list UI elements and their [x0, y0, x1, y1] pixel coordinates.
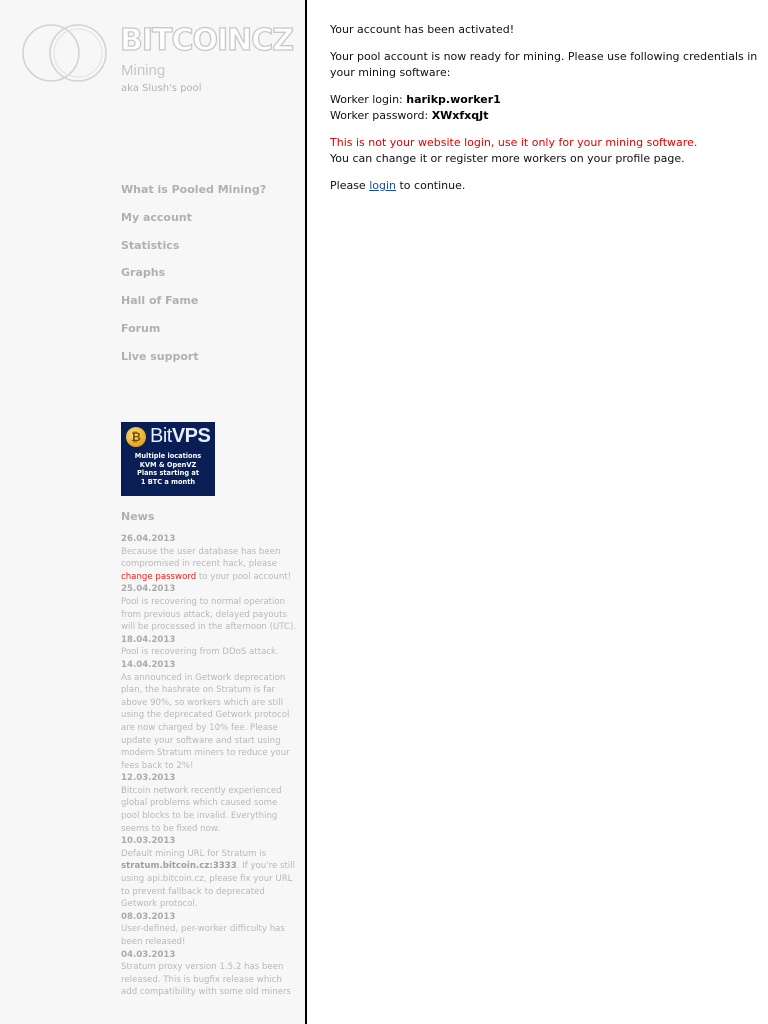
news-text: Because the user database has been compromised in recent hack, please change password to your pool account!	[121, 546, 292, 582]
nav-item-live-support[interactable]: Live support	[121, 349, 199, 363]
login-warning: This is not your website login, use it only for your mining software.	[330, 136, 698, 149]
news-item	[121, 835, 297, 911]
news-date: 25.04.2013	[121, 584, 176, 595]
news-text: Pool is recovering to normal operation from previous attack, delayed payouts will be processed in the afternoon (UTC).	[121, 596, 297, 633]
activation-message: Your account has been activated!	[330, 23, 515, 36]
news-date: 12.03.2013	[121, 773, 176, 784]
nav-item-statistics[interactable]: Statistics	[121, 238, 180, 252]
news-text: Stratum proxy version 1.5.2 has been released. This is bugfix release which add compatibility with some old miners	[121, 962, 291, 998]
worker-password-value: XWxfxqJt	[431, 109, 489, 122]
news-date: 04.03.2013	[121, 949, 176, 960]
bitcoin-coin-icon: ₿	[126, 427, 146, 447]
logo-aka: aka Slush's pool	[121, 83, 202, 94]
news-list	[121, 533, 297, 999]
news-item	[121, 634, 297, 659]
nav-item-forum[interactable]: Forum	[121, 321, 161, 335]
change-workers-note: You can change it or register more workers on your profile page.	[330, 152, 685, 165]
banner-brand: BitVPS	[150, 425, 211, 447]
news-date: 14.04.2013	[121, 659, 176, 670]
news-date: 26.04.2013	[121, 534, 176, 544]
news-item	[121, 533, 297, 583]
news-text: User-defined, per-worker difficulty has been released!	[121, 924, 285, 947]
banner-text: Multiple locations KVM & OpenVZ Plans starting at 1 BTC a month	[134, 452, 202, 486]
logo-subtitle: Mining	[121, 62, 166, 79]
nav-item-hall-of-fame[interactable]: Hall of Fame	[121, 294, 199, 308]
nav-item-pooled-mining[interactable]: What is Pooled Mining?	[121, 183, 267, 196]
news-date: 08.03.2013	[121, 911, 176, 922]
news-text: Pool is recovering from DDoS attack.	[121, 647, 279, 658]
news-text: Bitcoin network recently experienced global problems which caused some pool blocks to be invalid. Everything seems to be fixed now.	[121, 785, 282, 834]
login-link[interactable]: login	[369, 179, 396, 192]
news-text: Default mining URL for Stratum is stratum.bitcoin.cz:3333. If you're still using api.bitcoin.cz, please fix your URL to prevent fallback to deprecated Getwork protocol.	[121, 848, 295, 910]
worker-password: Worker password: XWxfxqJt	[330, 109, 489, 122]
news-item	[121, 772, 297, 835]
news-date: 18.04.2013	[121, 634, 176, 645]
worker-login: Worker login: harikp.worker1	[330, 93, 501, 106]
news-item	[121, 659, 297, 772]
change-password-link[interactable]: change password	[121, 571, 197, 582]
main-nav	[121, 182, 266, 377]
logo-title[interactable]: BITCOINCZ	[120, 23, 294, 58]
nav-item-my-account[interactable]: My account	[121, 210, 192, 224]
news-item	[121, 949, 297, 999]
nav-item-graphs[interactable]: Graphs	[121, 266, 166, 280]
news-item	[121, 583, 297, 633]
news-item	[121, 911, 297, 949]
bitvps-banner[interactable]	[121, 422, 215, 496]
main-content	[330, 22, 760, 194]
ready-message: Your pool account is now ready for mining. Please use following credentials in your mining software:	[330, 50, 758, 79]
sidebar	[0, 0, 307, 1024]
login-prompt: Please login to continue.	[330, 179, 466, 192]
bitcoin-logo-icon	[20, 22, 112, 84]
news-date: 10.03.2013	[121, 836, 176, 847]
worker-login-value: harikp.worker1	[406, 93, 501, 106]
news-heading: News	[121, 510, 155, 523]
news-text: As announced in Getwork deprecation plan, the hashrate on Stratum is far above 90%, so workers which are still using the deprecated Getwork protocol are now charged by 10% fee. Please update your software and start using modern Stratum miners to reduce your fees back to 2%!	[121, 672, 290, 771]
